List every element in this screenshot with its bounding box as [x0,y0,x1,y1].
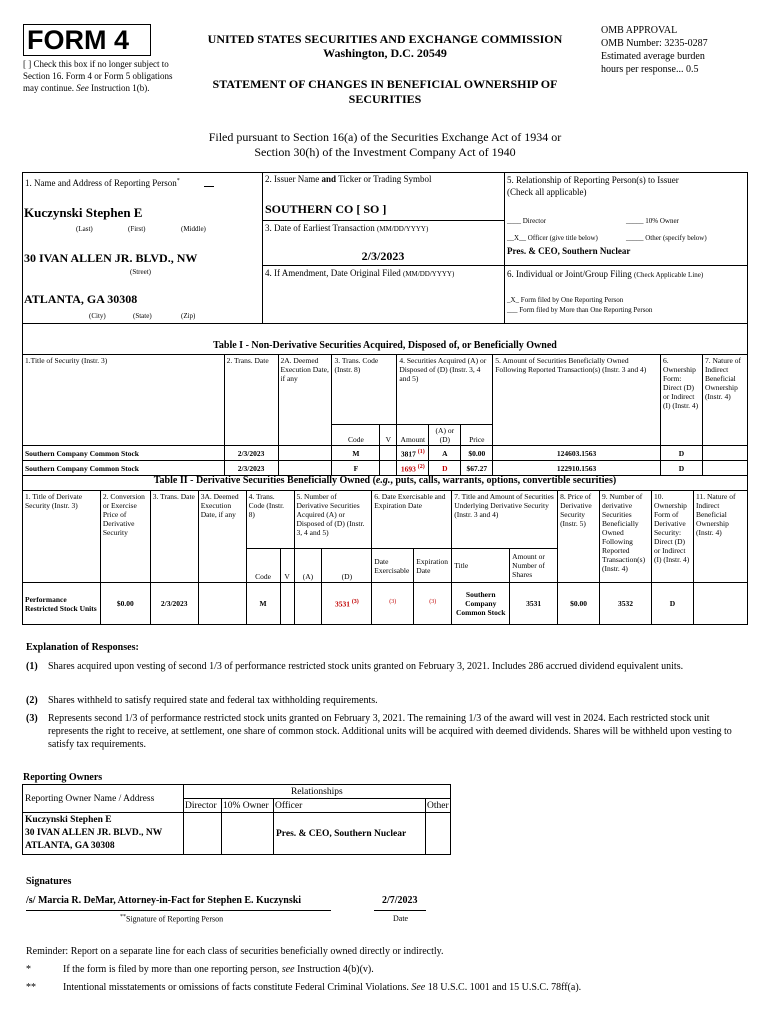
date-label: Date [393,914,409,923]
label-street: (Street) [130,268,151,276]
director-checkbox[interactable]: ____ Director [507,217,547,225]
other-checkbox[interactable]: _____ Other (specify below) [626,234,707,242]
note-star-2: ** [26,982,36,993]
t1-sub-amount: Amount [397,425,429,446]
t2-col-price: 8. Price of Derivative Security (Instr. 5) [558,491,600,583]
explanation-heading: Explanation of Responses: [26,642,139,653]
officer-checkbox[interactable]: __X__ Officer (give title below) [507,234,598,242]
t2-col-conversion: 2. Conversion or Exercise Price of Derivative Security [100,491,150,583]
signer-name: /s/ Marcia R. DeMar, Attorney-in-Fact for Stephen E. Kuczynski [26,895,302,906]
reporting-owners-table: Reporting Owner Name / Address Relationships Director 10% Owner Officer Other Kuczynski Stephen E 30 IVAN ALLEN JR. BLVD., NW ATLANTA, GA 30308 Pres. & CEO, Southern Nuclear [22,784,451,855]
t1-sub-aord: (A) or (D) [429,425,461,446]
label-first: (First) [128,225,146,233]
t1-col-title: 1.Title of Security (Instr. 3) [23,355,225,446]
table-row: Performance Restricted Stock Units $0.00 2/3/2023 M 3531 $^{(3)}$ $^{(3)}$ $^{(3)}$ Southern Company Common Stock 3531 $0.00 3532 D [23,583,748,625]
box2-label: 2. Issuer Name and Ticker or Trading Symbol [265,174,432,184]
filed-pursuant-1: Filed pursuant to Section 16(a) of the Securities Exchange Act of 1934 or [208,130,562,144]
t1-sub-v: V [380,425,397,446]
t1-sub-price: Price [461,425,493,446]
signature-label: **Signature of Reporting Person [120,914,224,924]
statement-title-1: STATEMENT OF CHANGES IN BENEFICIAL OWNERSHIP OF [212,77,558,91]
omb-burden-1: Estimated average burden [601,51,705,62]
form-title: FORM 4 [27,25,130,55]
signatures-heading: Signatures [26,876,72,887]
t2-col-nature: 11. Nature of Indirect Beneficial Ownership (Instr. 4) [693,491,747,583]
owner-address: Kuczynski Stephen E 30 IVAN ALLEN JR. BLVD., NW ATLANTA, GA 30308 [23,813,184,855]
checkbox-text[interactable]: [ ] Check this box if no longer subject to Section 16. Form 4 or Form 5 obligations may continue. See Instruction 1(b). [23,59,173,93]
agency-name: UNITED STATES SECURITIES AND EXCHANGE COMMISSION [207,32,563,46]
box6-label: 6. Individual or Joint/Group Filing (Check Applicable Line) [507,269,704,279]
t2-col-form: 10. Ownership Form of Derivative Security: Direct (D) or Indirect (I) (Instr. 4) [652,491,694,583]
t1-col-deemed: 2A. Deemed Execution Date, if any [278,355,332,446]
t2-col-date: 3. Trans. Date [150,491,198,583]
box5-label: 5. Relationship of Reporting Person(s) to Issuer (Check all applicable) [507,175,679,197]
footnote-3: (3) Represents second 1/3 of performance restricted stock units granted on February 3, 2021. The remaining 1/3 of the award will vest in 2024. Each restricted stock unit represents the right to receive, at settlement, one share of common stock. Additional units will be acquired with deemed dividends. Shares will be withheld upon vesting to satisfy tax requirements. [26,713,732,750]
earliest-transaction-date: 2/3/2023 [361,249,405,263]
reporting-person-name: Kuczynski Stephen E [24,205,143,220]
omb-number: OMB Number: 3235-0287 [601,38,708,49]
form-title-box [23,24,151,56]
table2-title: Table II - Derivative Securities Beneficially Owned (e.g., puts, calls, warrants, options, convertible securities) [153,475,617,486]
street-address: 30 IVAN ALLEN JR. BLVD., NW [24,251,198,265]
table1-title: Table I - Non-Derivative Securities Acquired, Disposed of, or Beneficially Owned [213,340,557,351]
table-row: Southern Company Common Stock 2/3/2023 M 3817 $^{(1)}$ A $0.00 124603.1563 D [23,446,748,461]
signature-date: 2/7/2023 [382,895,418,906]
t2-col-code: 4. Trans. Code (Instr. 8) [246,491,294,549]
omb-burden-2: hours per response... 0.5 [601,64,699,75]
t1-col-code: 3. Trans. Code (Instr. 8) [332,355,397,425]
t2-col-underlying: 7. Title and Amount of Securities Underlying Derivative Security (Instr. 3 and 4) [452,491,558,549]
t2-col-owned: 9. Number of derivative Securities Beneficially Owned Following Reported Transaction(s) (Instr. 4) [600,491,652,583]
footnote-2: (2) Shares withheld to satisfy required state and federal tax withholding requirements. [26,695,378,706]
label-last: (Last) [76,225,93,233]
t1-col-owned: 5. Amount of Securities Beneficially Owned Following Reported Transaction(s) (Instr. 3 and 4) [493,355,661,446]
table1 [22,354,748,476]
t1-sub-code: Code [332,425,380,446]
t2-col-deemed: 3A. Deemed Execution Date, if any [198,491,246,583]
note-2: Intentional misstatements or omissions of facts constitute Federal Criminal Violations. See 18 U.S.C. 1001 and 15 U.S.C. 78ff(a). [63,982,582,993]
officer-title: Pres. & CEO, Southern Nuclear [507,246,631,256]
ten-pct-owner-checkbox[interactable]: _____ 10% Owner [626,217,679,225]
multiple-reporting-persons-option[interactable]: ___ Form filed by More than One Reporting Person [507,306,653,314]
reminder-text: Reminder: Report on a separate line for each class of securities beneficially owned directly or indirectly. [26,946,444,957]
box3-label: 3. Date of Earliest Transaction (MM/DD/YYYY) [265,223,429,233]
filed-pursuant-2: Section 30(h) of the Investment Company Act of 1940 [254,145,516,159]
footnote-1: (1) Shares acquired upon vesting of second 1/3 of performance restricted stock units granted on February 3, 2021. Includes 286 accrued dividend equivalent units. [26,661,684,672]
note-star-1: * [26,964,31,975]
t1-col-form: 6. Ownership Form: Direct (D) or Indirect (I) (Instr. 4) [660,355,702,446]
t1-col-acquired: 4. Securities Acquired (A) or Disposed of (D) (Instr. 3, 4 and 5) [397,355,493,425]
note-1: If the form is filed by more than one reporting person, see Instruction 4(b)(v). [63,964,374,975]
label-zip: (Zip) [181,312,196,320]
agency-location: Washington, D.C. 20549 [323,46,447,60]
box1-label: 1. Name and Address of Reporting Person* [25,178,180,188]
table-row: Southern Company Common Stock 2/3/2023 F 1693 $^{(2)}$ D $67.27 122910.1563 D [23,461,748,476]
label-city: (City) [89,312,106,320]
reporting-owners-heading: Reporting Owners [23,772,103,783]
label-middle: (Middle) [181,225,206,233]
t1-col-nature: 7. Nature of Indirect Beneficial Ownership (Instr. 4) [702,355,747,446]
statement-title-2: SECURITIES [348,92,422,106]
t2-col-exercisable: 6. Date Exercisable and Expiration Date [372,491,452,549]
city-address: ATLANTA, GA 30308 [24,292,138,306]
label-state: (State) [133,312,152,320]
t2-col-number: 5. Number of Derivative Securities Acquired (A) or Disposed of (D) (Instr. 3, 4 and 5) [294,491,372,549]
t1-col-date: 2. Trans. Date [224,355,278,446]
one-reporting-person-option[interactable]: _X_ Form filed by One Reporting Person [507,296,624,304]
t2-col-title: 1. Title of Derivate Security (Instr. 3) [23,491,101,583]
table2: 1. Title of Derivate Security (Instr. 3) 2. Conversion or Exercise Price of Derivative Security 3. Trans. Date 3A. Deemed Execution Date, if any 4. Trans. Code (Instr. 8) 5. Number of Derivative Securities Acquired (A) or Disposed of (D) (Instr. 3, 4 and 5) 6. Date Exercisable and Expiration Date 7. Title and Amount of Securities Underlying Derivative Security (Instr. 3 and 4) 8. Price of Derivative Security (Instr. 5) 9. Number of derivative Securities Beneficially Owned Following Reported Transaction(s) (Instr. 4) 10. Ownership Form of Derivative Security: Direct (D) or Indirect (I) (Instr. 4) 11. Nature of Indirect Beneficial Ownership (Instr. 4) Code V (A) (D) Date Exercisable Expiration Date Title Amount or Number of Shares Performance Restricted Stock Units $0.00 2/3/2023 M 3531 $^{(3)}$ $^{(3)}$ $^{(3)}$ Southern Company Common Stock 3531 $0.00 3532 D [22,490,748,625]
box4-label: 4. If Amendment, Date Original Filed (MM/DD/YYYY) [265,268,455,278]
omb-box [601,24,761,76]
issuer-name: SOUTHERN CO [ SO ] [265,202,387,216]
omb-approval: OMB APPROVAL [601,25,678,36]
